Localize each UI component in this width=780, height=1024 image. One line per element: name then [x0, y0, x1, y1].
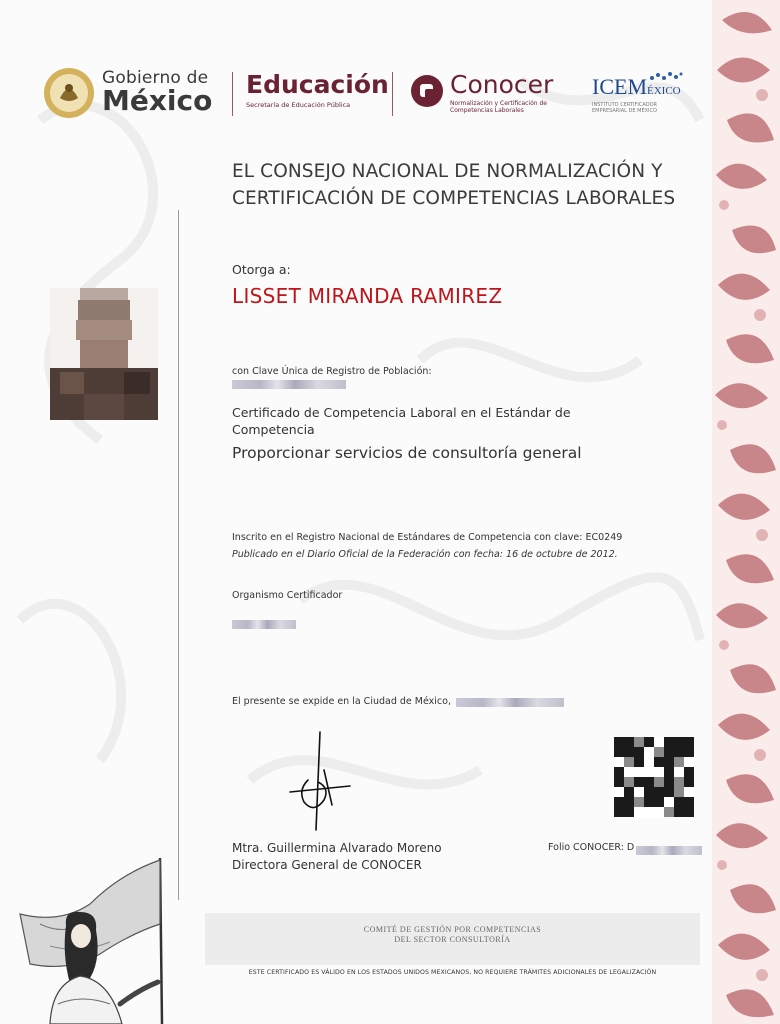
standard-name: Proporcionar servicios de consultoría general: [232, 444, 582, 462]
header-separator: [232, 72, 233, 116]
folio-label: Folio CONOCER: D: [548, 842, 635, 853]
decorative-border: [712, 0, 780, 1024]
issuer-title: EL CONSEJO NACIONAL DE NORMALIZACIÓN Y CERTIFICACIÓN DE COMPETENCIAS LABORALES: [232, 161, 676, 209]
validity-footer: ESTE CERTIFICADO ES VÁLIDO EN LOS ESTADOS UNIDOS MEXICANOS, NO REQUIERE TRÁMITES ADICIONALES DE LEGALIZACIÓN: [248, 969, 657, 976]
gobierno-line2: México: [102, 84, 213, 117]
signer-name: Mtra. Guillermina Alvarado Moreno: [232, 841, 442, 855]
recipient-photo-pixelated: [50, 288, 158, 420]
certifier-redacted: [232, 620, 296, 629]
conocer-subtitle: Normalización y Certificación de Competencias Laborales: [450, 100, 547, 114]
certifier-label: Organismo Certificador: [232, 590, 343, 601]
gobierno-logo: [40, 62, 240, 122]
issue-date-redacted: [456, 698, 564, 707]
conocer-title: Conocer: [450, 70, 554, 99]
issued-line: El presente se expide en la Ciudad de México,: [232, 696, 451, 707]
committee-stamp: [205, 925, 700, 945]
signer-block: [232, 840, 442, 874]
educacion-logo: [246, 70, 389, 109]
woman-with-flag-illustration: [10, 854, 180, 1024]
certificate-line: Certificado de Competencia Laboral en el Estándar de Competencia: [232, 405, 571, 437]
grant-label: Otorga a:: [232, 262, 291, 277]
folio-redacted: [636, 846, 702, 855]
educacion-subtitle: Secretaría de Educación Pública: [246, 101, 351, 109]
icem-subtitle: INSTITUTO CERTIFICADOR EMPRESARIAL DE MÉXICO: [592, 102, 658, 114]
icem-logo: [592, 68, 692, 118]
vertical-divider: [178, 210, 179, 900]
gobierno-line1: Gobierno de: [102, 68, 209, 88]
qr-code-pixelated: [614, 737, 694, 817]
recipient-name: LISSET MIRANDA RAMIREZ: [232, 284, 503, 308]
published-line: Publicado en el Diario Oficial de la Federación con fecha: 16 de octubre de 2012.: [232, 549, 618, 560]
icem-title: ICEMÉXICO: [592, 74, 681, 99]
curp-label: con Clave Única de Registro de Población:: [232, 366, 432, 377]
conocer-icon: [410, 74, 444, 108]
curp-redacted: [232, 380, 346, 389]
signer-title: Directora General de CONOCER: [232, 858, 422, 872]
signature: [280, 730, 360, 840]
committee-line1: COMITÉ DE GESTIÓN POR COMPETENCIAS: [363, 925, 542, 934]
conocer-logo: [410, 70, 570, 120]
registry-line: Inscrito en el Registro Nacional de Estándares de Competencia con clave: EC0249: [232, 532, 623, 543]
header-logos: [40, 62, 700, 132]
icem-dots-icon: [648, 70, 684, 86]
educacion-title: Educación: [246, 70, 389, 99]
committee-line2: DEL SECTOR CONSULTORÍA: [394, 935, 511, 944]
header-separator: [392, 72, 393, 116]
mexico-coat-of-arms-icon: [42, 66, 96, 120]
